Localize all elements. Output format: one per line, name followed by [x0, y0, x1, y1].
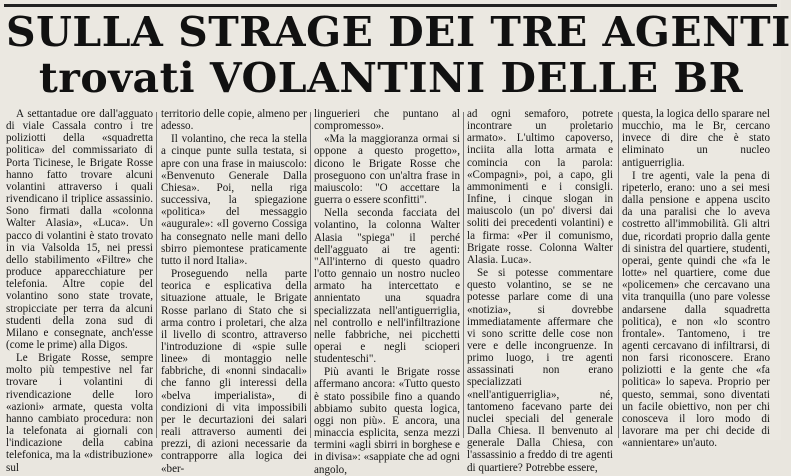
article-column-1 — [6, 108, 153, 474]
article-column-3 — [314, 108, 460, 476]
paragraph: Proseguendo nella parte teorica e esplicativa della situazione attuale, le Brigate Rosse parlano di Stato che si arma contro i proletari, che alza il livello di scontro, attraverso l'introduzione di «spie sulle linee» di montaggio nelle fabbriche, di «nonni sindacali» che fanno gli interessi della «belva imperialista», di condizioni di vita impossibili per le decurtazioni dei salari reali attraverso aumenti dei prezzi, di azioni necessarie da contrapporre alla logica dei «ber- — [161, 268, 307, 475]
paragraph: Più avanti le Brigate rosse affermano ancora: «Tutto questo è stato possibile fino a quando abbiamo subito questa logica, oggi non più». E ancora, una minaccia esplicita, senza mezzi termini «agli sbirri in borghese e in divisa»: «sappiate che ad ogni angolo, — [314, 366, 460, 476]
paragraph: A settantadue ore dall'agguato di viale Cassala contro i tre poliziotti della «squadretta politica» del commissariato di Porta Ticinese, le Brigate Rosse hanno fatto trovare alcuni volantini attraverso i quali rivendicano il triplice assassinio. Sono firmati dalla «colonna Walter Alasia», «Luca». Un pacco di volantini è stato trovato in via Valsolda 15, nei pressi dello stabilimento «Filtre» che produce apparecchiature per telefonia. Altre copie del volantino sono state trovate, stropicciate per terra da alcuni studenti della zona sud di Milano e consegnate, anch'esse (come le prime) alla Digos. — [6, 108, 153, 351]
article-column-4 — [467, 108, 613, 474]
paragraph: Il volantino, che reca la stella a cinque punte sulla testata, si apre con una frase in maiuscolo: «Benvenuto Generale Dalla Chiesa». Poi, nella riga successiva, la spiegazione «politica» del messaggio «augurale»: «Il governo Cossiga ha consegnato nelle mani dello sbirro piemontese praticamente tutto il nord Italia». — [161, 133, 307, 267]
paragraph: «Ma la maggioranza ormai si oppone a questo progetto», dicono le Brigate Rosse che proseguono con un'altra frase in maiuscolo: "O accettare la guerra o essere sconfitti". — [314, 133, 460, 207]
paragraph: questa, la logica dello sparare nel mucchio, ma le Br, cercano invece di dire che è stato eliminato un nucleo antiguerriglia. — [622, 108, 770, 169]
paragraph: ad ogni semaforo, potrete incontrare un proletario armato». L'ultimo capoverso, inciita alla lotta armata e comincia con la parola: «Compagni», poi, a capo, gli ammonimenti e i consigli. Infine, i cinque slogan in maiuscolo (un po' diversi dai soliti dei precedenti volantini) e la firma: «Per il comunismo, Brigate rosse. Colonna Walter Alasia. Luca». — [467, 108, 613, 266]
article-body — [6, 108, 778, 476]
paragraph: Se si potesse commentare questo volantino, se se ne potesse parlare come di una «notizia», si dovrebbe immediatamente affermare che vi sono scritte delle cose non vere e delle incongruenze. In primo luogo, i tre agenti assassinati non erano specializzati «nell'antiguerriglia», né, tantomeno facevano parte dei nuclei speciali del generale Dalla Chiesa. Il benvenuto al generale Dalla Chiesa, con l'assassinio a freddo di tre agenti di quartiere? Potrebbe essere, — [467, 267, 613, 474]
paragraph: Le Brigate Rosse, sempre molto più tempestive nel far trovare i volantini di rivendicazione delle loro «azioni» armate, questa volta hanno cambiato procedura: non la telefonata ai giornali con l'indicazione della cabina telefonica, ma la «distribuzione» sul — [6, 352, 153, 474]
paragraph: I tre agenti, vale la pena di ripeterlo, erano: uno a sei mesi dalla pensione e appena uscito da una paralisi che lo aveva costretto all'immobilità. Gli altri due, ricordati proprio dalla gente di sinistra del quartiere, studenti, operai, gente quindi che «fa le lotte» nel quartiere, come due «policemen» che cercavano una vita tranquilla (uno pare volesse andarsene dalla squadretta politica), e non «lo scontro frontale». Tantomeno, i tre agenti cercavano di infiltrarsi, di non farsi riconoscere. Erano poliziotti e la gente che «fa politica» lo sapeva. Proprio per questo, semmai, sono diventati un facile obiettivo, non per chi conosceva il loro modo di lavorare ma per chi decide di «annientare» un'auto. — [622, 169, 770, 450]
paragraph: Nella seconda facciata del volantino, la colonna Walter Alasia "spiega" il perché dell'agguato ai tre agenti: "All'interno di questo quadro l'otto gennaio un nostro nucleo armato ha intercettato e annientato una squadra specializzata nell'antiguerriglia, nel controllo e nell'infiltrazione nelle fabbriche, nei picchetti operai e negli scioperi studenteschi". — [314, 207, 460, 366]
top-rule — [4, 4, 777, 7]
headline-line-2: trovati VOLANTINI DELLE BR — [38, 54, 744, 102]
headline-line-1: SULLA STRAGE DEI TRE AGENTI — [6, 8, 791, 56]
article-column-2 — [161, 108, 307, 475]
paragraph: territorio delle copie, almeno per adesso. — [161, 108, 307, 133]
paragraph: linguerieri che puntano al compromesso». — [314, 108, 460, 133]
headline — [6, 8, 791, 102]
article-column-5 — [622, 108, 770, 450]
